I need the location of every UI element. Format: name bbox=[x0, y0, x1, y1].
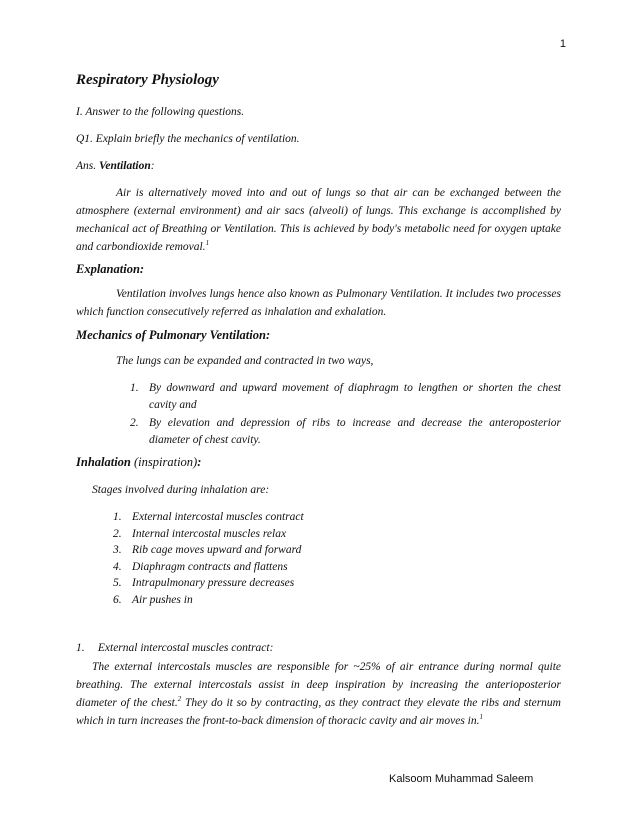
section1-ref-a: 2 bbox=[177, 695, 182, 704]
inhalation-term: Inhalation bbox=[76, 455, 131, 469]
footer-author: Kalsoom Muhammad Saleem bbox=[389, 773, 534, 785]
section1-title: External intercostal muscles contract: bbox=[97, 642, 274, 654]
stage-item bbox=[113, 509, 304, 526]
answer-paragraph bbox=[76, 184, 561, 256]
section1-ref-b: 1 bbox=[479, 713, 483, 722]
stage-number: 4. bbox=[113, 560, 122, 573]
mechanics-list bbox=[130, 380, 561, 450]
stage-item bbox=[113, 575, 304, 592]
answer-text: Air is alternatively moved into and out of lungs so that air can be exchanged between the atmosphere (external environment) and air sacs (alveoli) of lungs. This exchange is accomplished by mechanical act of Breathing or Ventilation. This is achieved by body's metabolic need for oxygen uptake and carbondioxide removal. bbox=[76, 187, 561, 253]
explanation-heading: Explanation: bbox=[76, 262, 145, 276]
stage-text: External intercostal muscles contract bbox=[132, 511, 304, 523]
stage-item bbox=[113, 542, 304, 559]
stage-text: Diaphragm contracts and flattens bbox=[132, 560, 288, 573]
mechanics-heading: Mechanics of Pulmonary Ventilation: bbox=[76, 328, 271, 342]
stage-item bbox=[113, 592, 304, 609]
answer-term: Ventilation bbox=[99, 160, 151, 172]
stage-item bbox=[113, 559, 304, 576]
stage-text: Rib cage moves upward and forward bbox=[132, 544, 302, 556]
answer-ref: 1 bbox=[205, 239, 210, 248]
section1-paragraph bbox=[76, 658, 561, 730]
stage-number: 5. bbox=[113, 577, 122, 589]
item-text: By elevation and depression of ribs to increase and decrease the anteroposterior diameter of chest cavity. bbox=[149, 417, 561, 446]
inhalation-heading bbox=[76, 455, 201, 470]
mechanics-item bbox=[130, 415, 561, 448]
stage-item bbox=[113, 526, 304, 543]
answer-line bbox=[76, 160, 155, 172]
answer-prefix: Ans. bbox=[76, 160, 97, 172]
stages-intro: Stages involved during inhalation are: bbox=[92, 484, 270, 496]
stage-number: 6. bbox=[113, 593, 122, 606]
stage-number: 1. bbox=[113, 511, 122, 523]
mechanics-intro: The lungs can be expanded and contracted in two ways, bbox=[116, 355, 374, 367]
stage-number: 3. bbox=[113, 544, 122, 556]
answer-colon: : bbox=[150, 160, 155, 172]
stage-number: 2. bbox=[113, 527, 122, 540]
question-line: Q1. Explain briefly the mechanics of ventilation. bbox=[76, 133, 300, 145]
item-text: By downward and upward movement of diaphragm to lengthen or shorten the chest cavity and bbox=[149, 382, 561, 411]
inhalation-colon: : bbox=[197, 455, 202, 469]
inhalation-sub: (inspiration) bbox=[134, 455, 198, 469]
page-number: 1 bbox=[559, 38, 566, 50]
item-number: 1. bbox=[130, 382, 139, 394]
mechanics-item bbox=[130, 380, 561, 413]
explanation-paragraph: Ventilation involves lungs hence also known as Pulmonary Ventilation. It includes two processes which function consecutively referred as inhalation and exhalation. bbox=[76, 288, 561, 318]
section1-text-a: The external intercostals muscles are responsible for ~25% of air entrance during normal quite breathing. The external intercostals assist in deep inspiration by increasing the anterioposterior diameter of the chest. bbox=[76, 661, 561, 709]
stage-text: Internal intercostal muscles relax bbox=[132, 527, 287, 540]
stage-text: Intrapulmonary pressure decreases bbox=[132, 577, 295, 589]
stage-text: Air pushes in bbox=[132, 593, 193, 606]
page-title: Respiratory Physiology bbox=[76, 72, 219, 88]
section1-text-b: They do it so by contracting, as they contract they elevate the ribs and sternum which in turn increases the front-to-back dimension of thoracic cavity and air moves in. bbox=[76, 697, 561, 727]
section1-number: 1. bbox=[76, 642, 85, 654]
section1-heading bbox=[76, 642, 273, 654]
instruction-line: I. Answer to the following questions. bbox=[76, 106, 245, 118]
stages-list bbox=[113, 509, 304, 608]
item-number: 2. bbox=[130, 417, 139, 429]
